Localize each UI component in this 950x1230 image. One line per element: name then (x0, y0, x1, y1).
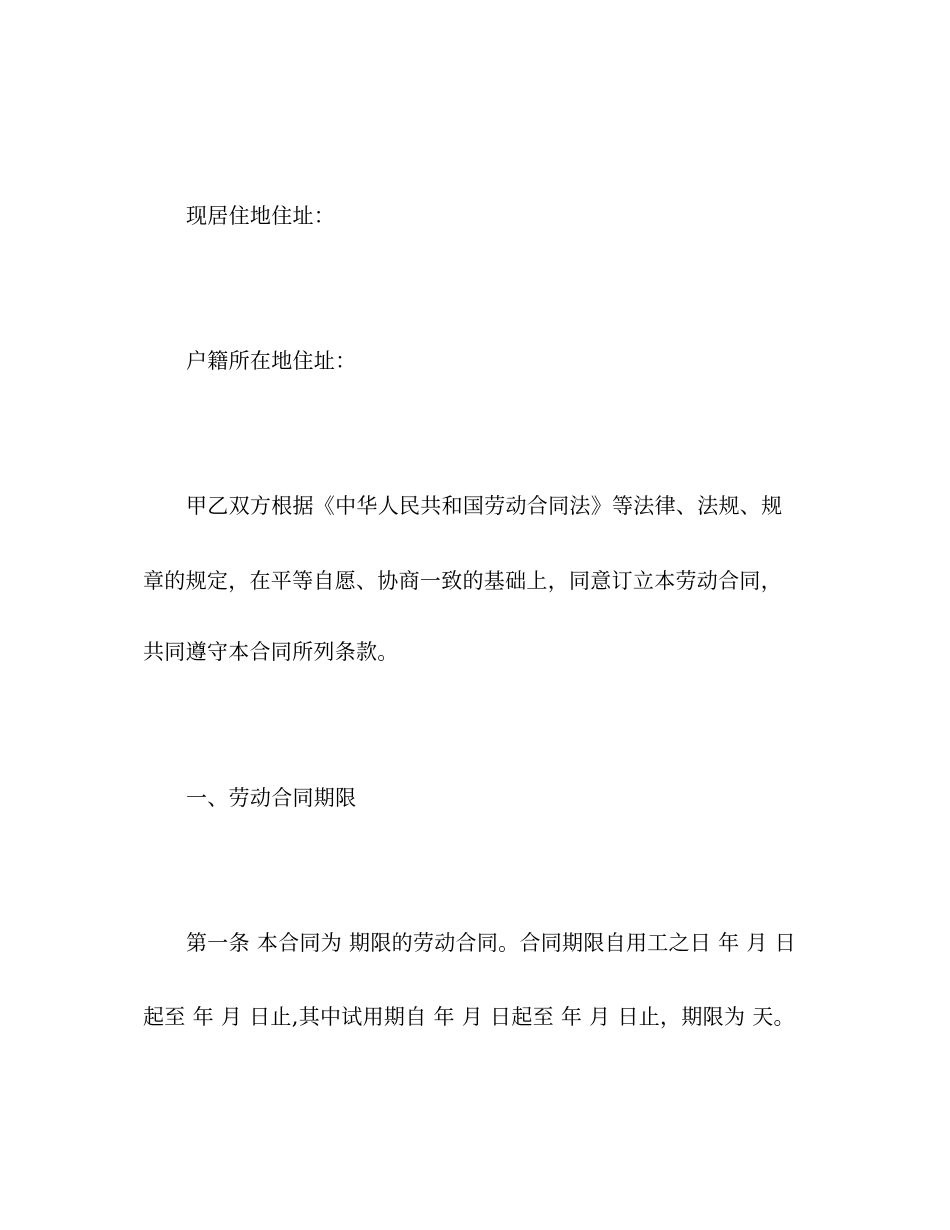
article-1-line-1: 第一条 本合同为 期限的劳动合同。合同期限自用工之日 年 月 日 (186, 931, 796, 955)
household-address-label: 户籍所在地住址： (186, 349, 357, 373)
article-1-line-2: 起至 年 月 日止,其中试用期自 年 月 日起至 年 月 日止，期限为 天。 (143, 1005, 795, 1029)
preamble-line-1: 甲乙双方根据《中华人民共和国劳动合同法》等法律、法规、规 (186, 494, 783, 518)
preamble-line-3: 共同遵守本合同所列条款。 (143, 640, 399, 664)
section-heading-contract-term: 一、劳动合同期限 (186, 786, 357, 810)
preamble-line-2: 章的规定，在平等自愿、协商一致的基础上，同意订立本劳动合同， (143, 569, 782, 593)
current-address-label: 现居住地住址： (186, 204, 336, 228)
